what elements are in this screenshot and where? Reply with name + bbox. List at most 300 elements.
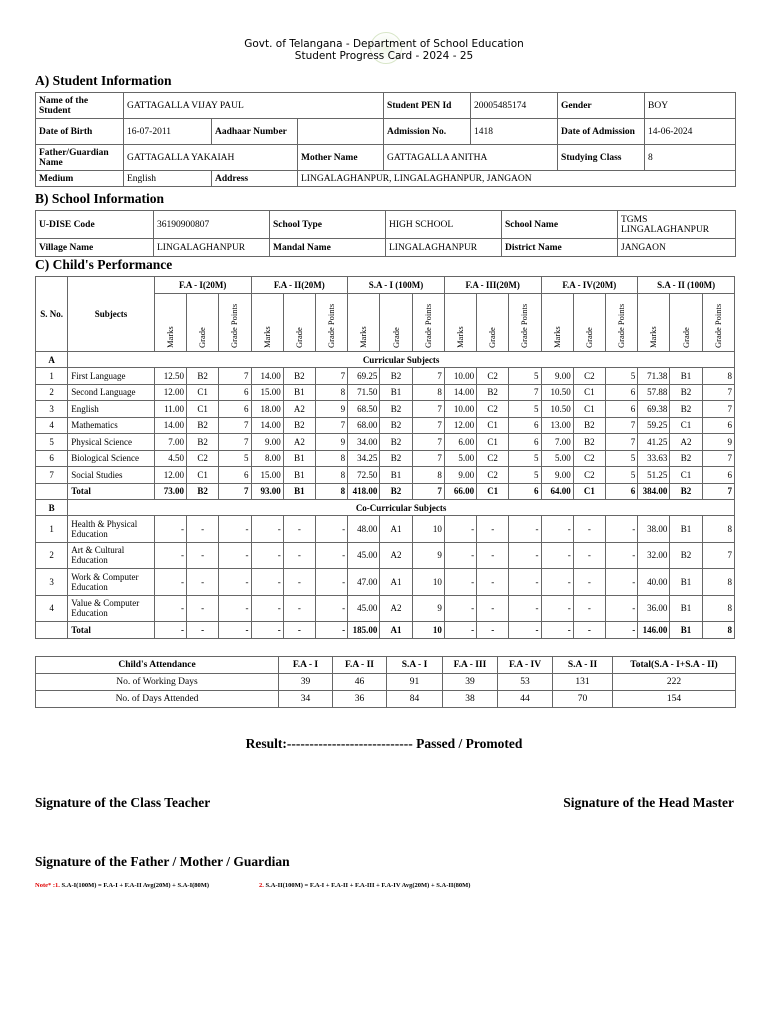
row-subject: Value & Computer Education [68, 595, 155, 622]
score-cell: 7 [702, 401, 734, 418]
score-cell: 34.00 [348, 434, 380, 451]
sub-header-cell [573, 294, 605, 352]
attendance-value: 91 [387, 674, 443, 691]
score-cell: B1 [283, 467, 315, 484]
row-sno: 1 [36, 516, 68, 543]
score-cell: - [605, 569, 637, 596]
score-cell: 5 [605, 467, 637, 484]
score-cell: 13.00 [541, 417, 573, 434]
score-cell: 7 [605, 434, 637, 451]
subject-row [36, 595, 735, 622]
score-cell: 9.00 [251, 434, 283, 451]
score-cell: 12.00 [154, 384, 186, 401]
score-cell: 7 [412, 368, 444, 385]
subject-row [36, 516, 735, 543]
score-cell: 7 [219, 417, 251, 434]
dob-label: Date of Birth [36, 119, 124, 145]
total-row [36, 622, 735, 639]
medium-label: Medium [36, 171, 124, 187]
score-cell: 7 [315, 417, 347, 434]
score-cell: B2 [187, 417, 219, 434]
row-sno: 7 [36, 467, 68, 484]
score-cell: 10.50 [541, 384, 573, 401]
sub-header-label: Grade [583, 327, 594, 348]
row-sno: 2 [36, 542, 68, 569]
score-cell: B1 [670, 595, 702, 622]
attendance-value: 84 [387, 691, 443, 708]
exam-header: S.A - II (100M) [638, 277, 735, 294]
mother-name: GATTAGALLA ANITHA [384, 145, 558, 171]
score-cell: 5.00 [541, 450, 573, 467]
score-cell: B2 [380, 434, 412, 451]
note-2-text: S.A-II(100M) = F.A-I + F.A-II + F.A-III + F.A-IV Avg(20M) + S.A-II(80M) [263, 882, 471, 889]
score-cell: 8 [702, 516, 734, 543]
score-cell: C1 [187, 467, 219, 484]
row-subject: Total [68, 622, 155, 639]
score-cell: B1 [283, 450, 315, 467]
score-cell: 8 [702, 569, 734, 596]
score-cell: 7 [412, 417, 444, 434]
sub-header-label: Grade [390, 327, 401, 348]
score-cell: - [509, 542, 541, 569]
score-cell: - [477, 595, 509, 622]
sub-header-label: Marks [551, 326, 562, 348]
score-cell: B2 [380, 450, 412, 467]
sno-header: S. No. [36, 277, 68, 352]
score-cell: 10.50 [541, 401, 573, 418]
score-cell: 14.00 [251, 368, 283, 385]
attendance-value: 131 [553, 674, 613, 691]
score-cell: - [251, 622, 283, 639]
score-cell: 9 [702, 434, 734, 451]
row-sno: 5 [36, 434, 68, 451]
progress-card-title: Student Progress Card - 2024 - 25 [294, 50, 474, 62]
score-cell: 8 [315, 483, 347, 500]
head-master-signature: Signature of the Head Master [563, 795, 734, 810]
attendance-value: 46 [333, 674, 387, 691]
sub-header-cell [702, 294, 734, 352]
score-cell: 8 [702, 595, 734, 622]
note-1-number: 1. [55, 882, 60, 889]
score-cell: 5 [509, 368, 541, 385]
score-cell: - [477, 622, 509, 639]
score-cell: 10 [412, 569, 444, 596]
score-cell: - [283, 516, 315, 543]
score-cell: 5 [605, 368, 637, 385]
row-subject: Mathematics [68, 417, 155, 434]
score-cell: 6 [605, 401, 637, 418]
sub-header-cell [541, 294, 573, 352]
sub-header-label: Grade Points [326, 303, 337, 348]
curricular-section-letter: A [36, 352, 68, 368]
score-cell: B2 [187, 434, 219, 451]
score-cell: - [154, 595, 186, 622]
score-cell: - [541, 516, 573, 543]
school-type-value: HIGH SCHOOL [386, 211, 502, 239]
sub-header-label: Marks [454, 326, 465, 348]
score-cell: A2 [670, 434, 702, 451]
score-cell: - [315, 595, 347, 622]
score-cell: - [444, 569, 476, 596]
department-title: Govt. of Telangana - Department of School Education [244, 38, 524, 50]
subject-row [36, 384, 735, 401]
score-cell: - [187, 622, 219, 639]
score-cell: - [283, 595, 315, 622]
score-cell: - [283, 622, 315, 639]
sub-header-cell [154, 294, 186, 352]
score-cell: B2 [573, 417, 605, 434]
score-cell: 6 [605, 483, 637, 500]
score-cell: 8 [315, 450, 347, 467]
district-value: JANGAON [618, 239, 736, 257]
score-cell: 6 [219, 467, 251, 484]
score-cell: 7 [412, 401, 444, 418]
score-cell: 5 [605, 450, 637, 467]
score-cell: - [444, 622, 476, 639]
sub-header-cell [315, 294, 347, 352]
score-cell: - [541, 542, 573, 569]
subject-row [36, 368, 735, 385]
attendance-header: F.A - I [279, 657, 333, 674]
row-subject: Biological Science [68, 450, 155, 467]
subject-row [36, 569, 735, 596]
total-row [36, 483, 735, 500]
score-cell: B2 [187, 368, 219, 385]
score-cell: B1 [670, 368, 702, 385]
score-cell: 69.25 [348, 368, 380, 385]
score-cell: 32.00 [638, 542, 670, 569]
score-cell: 40.00 [638, 569, 670, 596]
score-cell: 9 [315, 434, 347, 451]
score-cell: 6.00 [444, 434, 476, 451]
row-sno [36, 622, 68, 639]
subject-row [36, 417, 735, 434]
attendance-header: S.A - I [387, 657, 443, 674]
village-label: Village Name [36, 239, 154, 257]
score-cell: B1 [670, 622, 702, 639]
score-cell: 6 [219, 384, 251, 401]
sub-header-cell [509, 294, 541, 352]
score-cell: B2 [283, 368, 315, 385]
score-cell: 9.00 [541, 368, 573, 385]
row-sno: 1 [36, 368, 68, 385]
score-cell: 59.25 [638, 417, 670, 434]
score-cell: - [187, 542, 219, 569]
score-cell: B2 [670, 401, 702, 418]
score-cell: 51.25 [638, 467, 670, 484]
score-cell: 7 [702, 542, 734, 569]
subject-row [36, 401, 735, 418]
exam-header: F.A - II(20M) [251, 277, 348, 294]
sub-header-cell [670, 294, 702, 352]
attendance-value: 34 [279, 691, 333, 708]
score-cell: C1 [477, 417, 509, 434]
score-cell: 72.50 [348, 467, 380, 484]
row-subject: First Language [68, 368, 155, 385]
sub-header-label: Grade [487, 327, 498, 348]
score-cell: C2 [477, 368, 509, 385]
score-cell: 7.00 [541, 434, 573, 451]
student-info-table [35, 92, 736, 187]
score-cell: 12.50 [154, 368, 186, 385]
score-cell: 6 [219, 401, 251, 418]
attendance-header: S.A - II [553, 657, 613, 674]
udise-value: 36190900807 [154, 211, 270, 239]
score-cell: 12.00 [154, 467, 186, 484]
row-subject: Work & Computer Education [68, 569, 155, 596]
attendance-header: F.A - II [333, 657, 387, 674]
address-value: LINGALAGHANPUR, LINGALAGHANPUR, JANGAON [298, 171, 736, 187]
score-cell: 38.00 [638, 516, 670, 543]
score-cell: C1 [573, 384, 605, 401]
score-cell: - [315, 622, 347, 639]
score-cell: - [509, 595, 541, 622]
row-sno: 3 [36, 401, 68, 418]
score-cell: C1 [670, 417, 702, 434]
score-cell: 48.00 [348, 516, 380, 543]
score-cell: 68.00 [348, 417, 380, 434]
score-cell: - [187, 516, 219, 543]
score-cell: 8 [702, 622, 734, 639]
score-cell: 7 [509, 384, 541, 401]
note-prefix: Note* : [35, 882, 56, 889]
exam-header: S.A - I (100M) [348, 277, 445, 294]
attendance-value: 38 [443, 691, 498, 708]
score-cell: 33.63 [638, 450, 670, 467]
score-cell: B1 [283, 483, 315, 500]
score-cell: 10 [412, 622, 444, 639]
score-cell: 45.00 [348, 542, 380, 569]
score-cell: - [315, 569, 347, 596]
attendance-header: F.A - IV [498, 657, 553, 674]
score-cell: C2 [573, 450, 605, 467]
score-cell: - [154, 569, 186, 596]
attendance-value: 39 [443, 674, 498, 691]
score-cell: 9 [315, 401, 347, 418]
score-cell: 9.00 [444, 467, 476, 484]
score-cell: B1 [670, 516, 702, 543]
mandal-value: LINGALAGHANPUR [386, 239, 502, 257]
score-cell: 7.00 [154, 434, 186, 451]
score-cell: - [477, 542, 509, 569]
row-sno: 4 [36, 595, 68, 622]
score-cell: A2 [380, 542, 412, 569]
admission-no-label: Admission No. [384, 119, 471, 145]
score-cell: 8 [412, 384, 444, 401]
sub-header-label: Grade Points [519, 303, 530, 348]
performance-table [35, 276, 735, 639]
sub-header-label: Marks [648, 326, 659, 348]
score-cell: - [219, 542, 251, 569]
aadhaar-value [298, 119, 384, 145]
score-cell: 7 [219, 483, 251, 500]
score-cell: 18.00 [251, 401, 283, 418]
score-cell: - [283, 542, 315, 569]
sub-header-cell [412, 294, 444, 352]
section-school-info-title: B) School Information [35, 191, 165, 206]
score-cell: C2 [573, 467, 605, 484]
score-cell: - [283, 569, 315, 596]
score-cell: 10.00 [444, 368, 476, 385]
pen-value: 20005485174 [471, 93, 558, 119]
sub-header-cell [283, 294, 315, 352]
score-cell: 185.00 [348, 622, 380, 639]
score-cell: - [477, 569, 509, 596]
admission-no-value: 1418 [471, 119, 558, 145]
score-cell: B1 [670, 569, 702, 596]
subject-row [36, 467, 735, 484]
score-cell: B2 [477, 384, 509, 401]
score-cell: 6 [702, 467, 734, 484]
score-cell: 7 [702, 483, 734, 500]
exam-header: F.A - IV(20M) [541, 277, 638, 294]
score-cell: - [219, 569, 251, 596]
score-cell: 7 [315, 368, 347, 385]
sub-header-label: Grade Points [712, 303, 723, 348]
score-cell: C1 [573, 483, 605, 500]
score-cell: A1 [380, 622, 412, 639]
aadhaar-label: Aadhaar Number [212, 119, 298, 145]
score-cell: 15.00 [251, 467, 283, 484]
score-cell: C1 [187, 384, 219, 401]
exam-header: F.A - I(20M) [154, 277, 251, 294]
score-cell: 57.88 [638, 384, 670, 401]
sub-header-label: Marks [358, 326, 369, 348]
score-cell: 11.00 [154, 401, 186, 418]
score-cell: - [605, 542, 637, 569]
score-cell: - [573, 569, 605, 596]
udise-label: U-DISE Code [36, 211, 154, 239]
dob-value: 16-07-2011 [124, 119, 212, 145]
score-cell: 5 [509, 450, 541, 467]
row-subject: Second Language [68, 384, 155, 401]
sub-header-cell [605, 294, 637, 352]
score-cell: - [315, 542, 347, 569]
attendance-value: 39 [279, 674, 333, 691]
score-cell: 8 [315, 467, 347, 484]
score-cell: - [573, 516, 605, 543]
score-cell: - [605, 595, 637, 622]
address-label: Address [212, 171, 298, 187]
score-cell: 9 [412, 595, 444, 622]
score-cell: 8 [315, 384, 347, 401]
exam-header: F.A - III(20M) [444, 277, 541, 294]
score-cell: B2 [283, 417, 315, 434]
score-cell: B2 [380, 483, 412, 500]
sub-header-cell [348, 294, 380, 352]
score-cell: 14.00 [154, 417, 186, 434]
sub-header-cell [638, 294, 670, 352]
score-cell: - [605, 516, 637, 543]
score-cell: C1 [670, 467, 702, 484]
cocurricular-section-title: Co-Curricular Subjects [68, 500, 735, 516]
father-name: GATTAGALLA YAKAIAH [124, 145, 298, 171]
attendance-value: 222 [613, 674, 736, 691]
score-cell: 71.50 [348, 384, 380, 401]
score-cell: 10.00 [444, 401, 476, 418]
section-student-info-title: A) Student Information [35, 73, 172, 88]
result-text: Result:---------------------------- Passed / Promoted [245, 736, 523, 751]
sub-header-cell [187, 294, 219, 352]
score-cell: 47.00 [348, 569, 380, 596]
sub-header-label: Marks [164, 326, 175, 348]
row-sno: 2 [36, 384, 68, 401]
score-cell: 6 [509, 483, 541, 500]
note-1 [35, 882, 209, 889]
score-cell: A2 [283, 401, 315, 418]
sub-header-label: Grade Points [422, 303, 433, 348]
score-cell: B2 [573, 434, 605, 451]
gender-value: BOY [645, 93, 736, 119]
score-cell: - [541, 595, 573, 622]
attendance-table [35, 656, 736, 708]
score-cell: B1 [380, 467, 412, 484]
score-cell: 6 [509, 434, 541, 451]
score-cell: 146.00 [638, 622, 670, 639]
score-cell: - [219, 516, 251, 543]
score-cell: B2 [670, 384, 702, 401]
score-cell: 384.00 [638, 483, 670, 500]
medium-value: English [124, 171, 212, 187]
score-cell: - [509, 516, 541, 543]
row-sno: 4 [36, 417, 68, 434]
score-cell: C2 [477, 450, 509, 467]
score-cell: - [154, 516, 186, 543]
score-cell: 15.00 [251, 384, 283, 401]
score-cell: 9.00 [541, 467, 573, 484]
score-cell: 5 [509, 467, 541, 484]
score-cell: 7 [412, 434, 444, 451]
score-cell: 71.38 [638, 368, 670, 385]
score-cell: B2 [670, 483, 702, 500]
district-label: District Name [502, 239, 618, 257]
subject-row [36, 434, 735, 451]
score-cell: 36.00 [638, 595, 670, 622]
score-cell: 8.00 [251, 450, 283, 467]
score-cell: 7 [605, 417, 637, 434]
admission-date-value: 14-06-2024 [645, 119, 736, 145]
sub-header-label: Grade [293, 327, 304, 348]
score-cell: - [154, 542, 186, 569]
sub-header-cell [251, 294, 283, 352]
score-cell: 418.00 [348, 483, 380, 500]
row-subject: Art & Cultural Education [68, 542, 155, 569]
score-cell: B2 [380, 401, 412, 418]
score-cell: - [315, 516, 347, 543]
score-cell: - [251, 595, 283, 622]
score-cell: 64.00 [541, 483, 573, 500]
attendance-header: Child's Attendance [36, 657, 279, 674]
sub-header-label: Grade Points [616, 303, 627, 348]
curricular-section-title: Curricular Subjects [68, 352, 735, 368]
score-cell: B1 [283, 384, 315, 401]
score-cell: 66.00 [444, 483, 476, 500]
school-name-label: School Name [502, 211, 618, 239]
sub-header-cell [477, 294, 509, 352]
score-cell: 41.25 [638, 434, 670, 451]
cocurricular-section-letter: B [36, 500, 68, 516]
mandal-label: Mandal Name [270, 239, 386, 257]
score-cell: - [444, 516, 476, 543]
row-subject: English [68, 401, 155, 418]
score-cell: 8 [412, 467, 444, 484]
sub-header-label: Grade [680, 327, 691, 348]
row-sno: 3 [36, 569, 68, 596]
score-cell: A2 [283, 434, 315, 451]
sub-header-label: Marks [261, 326, 272, 348]
row-sno: 6 [36, 450, 68, 467]
score-cell: 9 [412, 542, 444, 569]
